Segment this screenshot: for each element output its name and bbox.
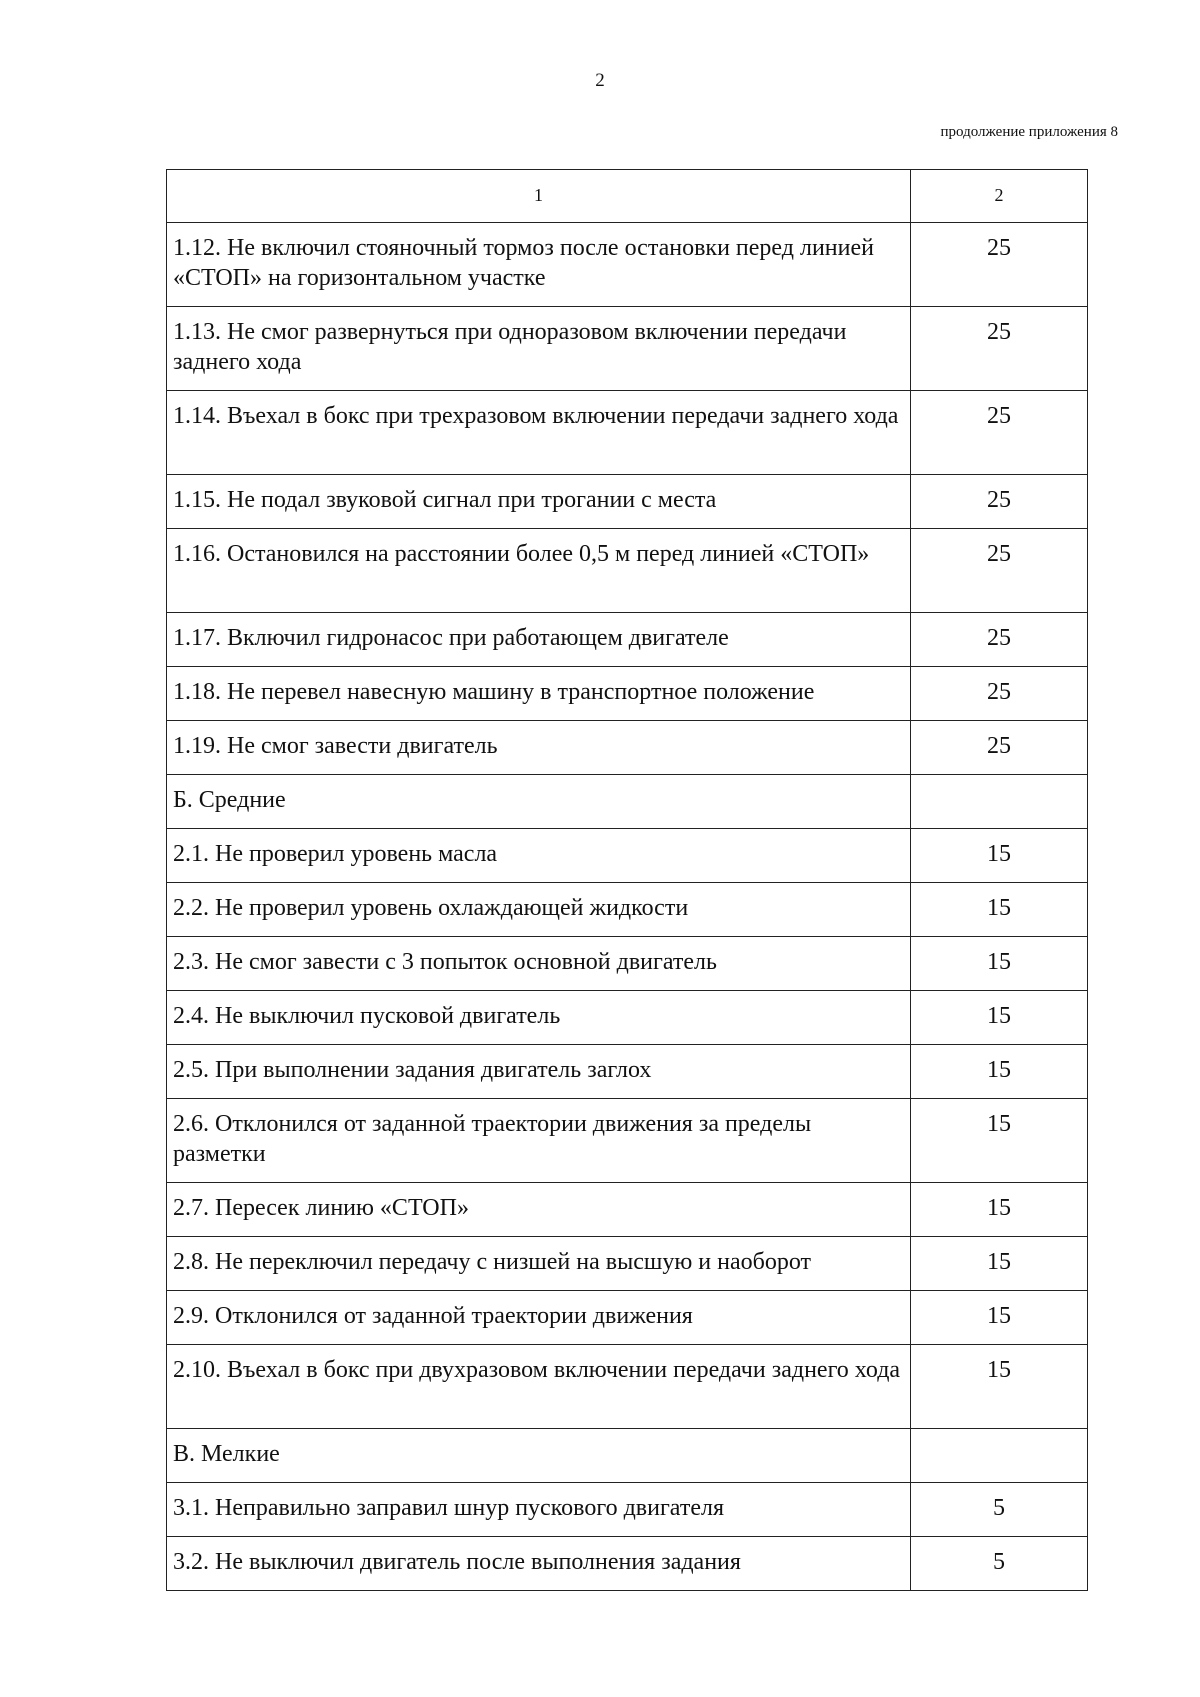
table-row bbox=[167, 829, 1088, 883]
violation-text: 1.16. Остановился на расстоянии более 0,5 м перед линией «СТОП» bbox=[167, 529, 911, 613]
violation-score: 25 bbox=[911, 223, 1088, 307]
table-row bbox=[167, 223, 1088, 307]
section-row bbox=[167, 1429, 1088, 1483]
violation-text: 2.6. Отклонился от заданной траектории движения за пределы разметки bbox=[167, 1099, 911, 1183]
table-row bbox=[167, 613, 1088, 667]
table-header-row bbox=[167, 170, 1088, 223]
violation-text: 2.1. Не проверил уровень масла bbox=[167, 829, 911, 883]
table-row bbox=[167, 1183, 1088, 1237]
violation-text: 1.17. Включил гидронасос при работающем двигателе bbox=[167, 613, 911, 667]
table-row bbox=[167, 307, 1088, 391]
violation-score: 25 bbox=[911, 529, 1088, 613]
table-row bbox=[167, 1291, 1088, 1345]
table-row bbox=[167, 1483, 1088, 1537]
violation-text: 2.8. Не переключил передачу с низшей на высшую и наоборот bbox=[167, 1237, 911, 1291]
page-number: 2 bbox=[595, 70, 605, 91]
violation-text: 2.4. Не выключил пусковой двигатель bbox=[167, 991, 911, 1045]
violation-score: 15 bbox=[911, 937, 1088, 991]
table-row bbox=[167, 391, 1088, 475]
table-row bbox=[167, 721, 1088, 775]
violation-score: 15 bbox=[911, 1045, 1088, 1099]
table-row bbox=[167, 667, 1088, 721]
column-header-1: 1 bbox=[167, 170, 911, 223]
violation-score bbox=[911, 775, 1088, 829]
table-row bbox=[167, 1045, 1088, 1099]
violation-score: 5 bbox=[911, 1537, 1088, 1591]
violation-score: 15 bbox=[911, 1099, 1088, 1183]
violation-score: 15 bbox=[911, 1291, 1088, 1345]
violation-text: 2.5. При выполнении задания двигатель заглох bbox=[167, 1045, 911, 1099]
violation-score: 15 bbox=[911, 829, 1088, 883]
violation-text: 1.15. Не подал звуковой сигнал при трогании с места bbox=[167, 475, 911, 529]
table-row bbox=[167, 1099, 1088, 1183]
section-row bbox=[167, 775, 1088, 829]
violation-score: 15 bbox=[911, 1237, 1088, 1291]
violation-score: 25 bbox=[911, 613, 1088, 667]
violation-score: 25 bbox=[911, 667, 1088, 721]
table-row bbox=[167, 475, 1088, 529]
violation-score: 5 bbox=[911, 1483, 1088, 1537]
column-header-2: 2 bbox=[911, 170, 1088, 223]
violation-text: 2.2. Не проверил уровень охлаждающей жидкости bbox=[167, 883, 911, 937]
violation-text: 2.10. Въехал в бокс при двухразовом включении передачи заднего хода bbox=[167, 1345, 911, 1429]
violation-score bbox=[911, 1429, 1088, 1483]
table-row bbox=[167, 883, 1088, 937]
violation-text: 1.18. Не перевел навесную машину в транспортное положение bbox=[167, 667, 911, 721]
section-heading: В. Мелкие bbox=[167, 1429, 911, 1483]
violation-text: 3.2. Не выключил двигатель после выполнения задания bbox=[167, 1537, 911, 1591]
violation-text: 3.1. Неправильно заправил шнур пускового двигателя bbox=[167, 1483, 911, 1537]
violation-score: 25 bbox=[911, 307, 1088, 391]
violation-text: 1.14. Въехал в бокс при трехразовом включении передачи заднего хода bbox=[167, 391, 911, 475]
table-row bbox=[167, 1237, 1088, 1291]
violation-text: 2.9. Отклонился от заданной траектории движения bbox=[167, 1291, 911, 1345]
violation-score: 15 bbox=[911, 883, 1088, 937]
table-row bbox=[167, 1345, 1088, 1429]
table-row bbox=[167, 1537, 1088, 1591]
violation-score: 15 bbox=[911, 991, 1088, 1045]
violation-text: 2.3. Не смог завести с 3 попыток основной двигатель bbox=[167, 937, 911, 991]
violation-text: 1.12. Не включил стояночный тормоз после остановки перед линией «СТОП» на горизонтальном участке bbox=[167, 223, 911, 307]
table-row bbox=[167, 991, 1088, 1045]
violation-score: 15 bbox=[911, 1183, 1088, 1237]
table-row bbox=[167, 529, 1088, 613]
violation-text: 1.13. Не смог развернуться при одноразовом включении передачи заднего хода bbox=[167, 307, 911, 391]
violation-score: 25 bbox=[911, 721, 1088, 775]
violation-score: 25 bbox=[911, 391, 1088, 475]
violation-text: 2.7. Пересек линию «СТОП» bbox=[167, 1183, 911, 1237]
violations-table bbox=[166, 169, 1088, 1591]
violation-score: 25 bbox=[911, 475, 1088, 529]
violation-score: 15 bbox=[911, 1345, 1088, 1429]
table-row bbox=[167, 937, 1088, 991]
continuation-note: продолжение приложения 8 bbox=[940, 124, 1118, 140]
section-heading: Б. Средние bbox=[167, 775, 911, 829]
violation-text: 1.19. Не смог завести двигатель bbox=[167, 721, 911, 775]
